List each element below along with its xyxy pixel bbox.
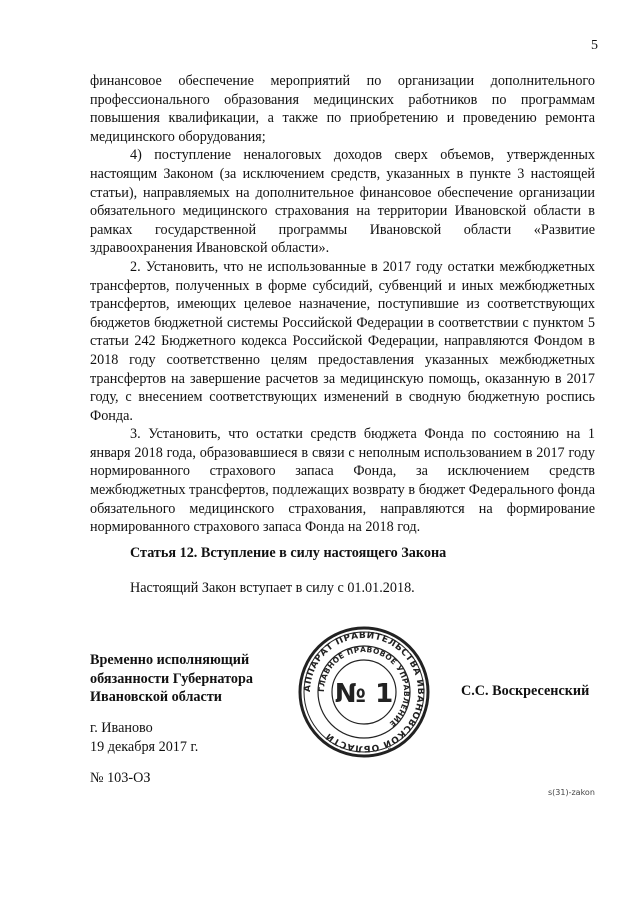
signatory-title xyxy=(90,651,253,707)
page-number: 5 xyxy=(591,38,598,53)
law-number: № 103-ОЗ xyxy=(90,770,151,786)
stamp-center-number: № 1 xyxy=(334,679,394,709)
signatory-title-line-1: Временно исполняющий xyxy=(90,652,250,668)
article-heading: Статья 12. Вступление в силу настоящего Закона xyxy=(130,545,447,561)
stamp-inner-text: ГЛАВНОЕ ПРАВОВОЕ УПРАВЛЕНИЕ xyxy=(316,644,412,729)
place-date xyxy=(90,719,198,756)
signatory-name: С.С. Воскресенский xyxy=(461,683,590,699)
official-seal-stamp xyxy=(296,624,432,760)
date: 19 декабря 2017 г. xyxy=(90,738,199,755)
paragraph-4: 3. Установить, что остатки средств бюджета Фонда по состоянию на 1 января 2018 года, образовавшиеся в связи с неполным использованием в 2017 году нормированного страхового запаса Фонда, за исключением средств межбюджетных трансфертов, подлежащих возврату в бюджет Федерального фонда обязательного медицинского страхования, направляются на формирование нормированного страхового запаса Фонда на 2018 год. xyxy=(90,426,595,536)
paragraph-1: финансовое обеспечение мероприятий по организации дополнительного профессионального образования медицинских работников по программам повышения квалификации, а также по приобретению и проведению ремонта медицинского оборудования; xyxy=(90,73,595,145)
document-code: s(31)-zakon xyxy=(548,788,595,797)
article-text: Настоящий Закон вступает в силу с 01.01.2018. xyxy=(130,580,415,596)
stamp-outer-text: АППАРАТ ПРАВИТЕЛЬСТВА ИВАНОВСКОЙ ОБЛАСТИ xyxy=(302,630,426,754)
body-text xyxy=(90,72,595,537)
signatory-title-line-2: обязанности Губернатора xyxy=(90,670,253,687)
signatory-title-line-3: Ивановской области xyxy=(90,689,222,706)
place: г. Иваново xyxy=(90,720,153,736)
paragraph-2: 4) поступление неналоговых доходов сверх объемов, утвержденных настоящим Законом (за исключением средств, указанных в пункте 3 настоящей статьи), направляемых на дополнительное финансовое обеспечение организации обязательного медицинского страхования на территории Ивановской области в рамках государственной программы Ивановской области «Развитие здравоохранения Ивановской области». xyxy=(90,147,595,257)
paragraph-3: 2. Установить, что не использованные в 2017 году остатки межбюджетных трансфертов, полученных в форме субсидий, субвенций и иных межбюджетных трансфертов, имеющих целевое назначение, поступившие из соответствующих бюджетов бюджетной системы Российской Федерации в соответствии с пунктом 5 статьи 242 Бюджетного кодекса Российской Федерации, направляются Фондом в 2018 году соответственно целям предоставления указанных межбюджетных трансфертов на завершение расчетов за медицинскую помощь, оказанную в 2017 году, с внесением соответствующих изменений в сводную бюджетную роспись Фонда. xyxy=(90,258,595,424)
